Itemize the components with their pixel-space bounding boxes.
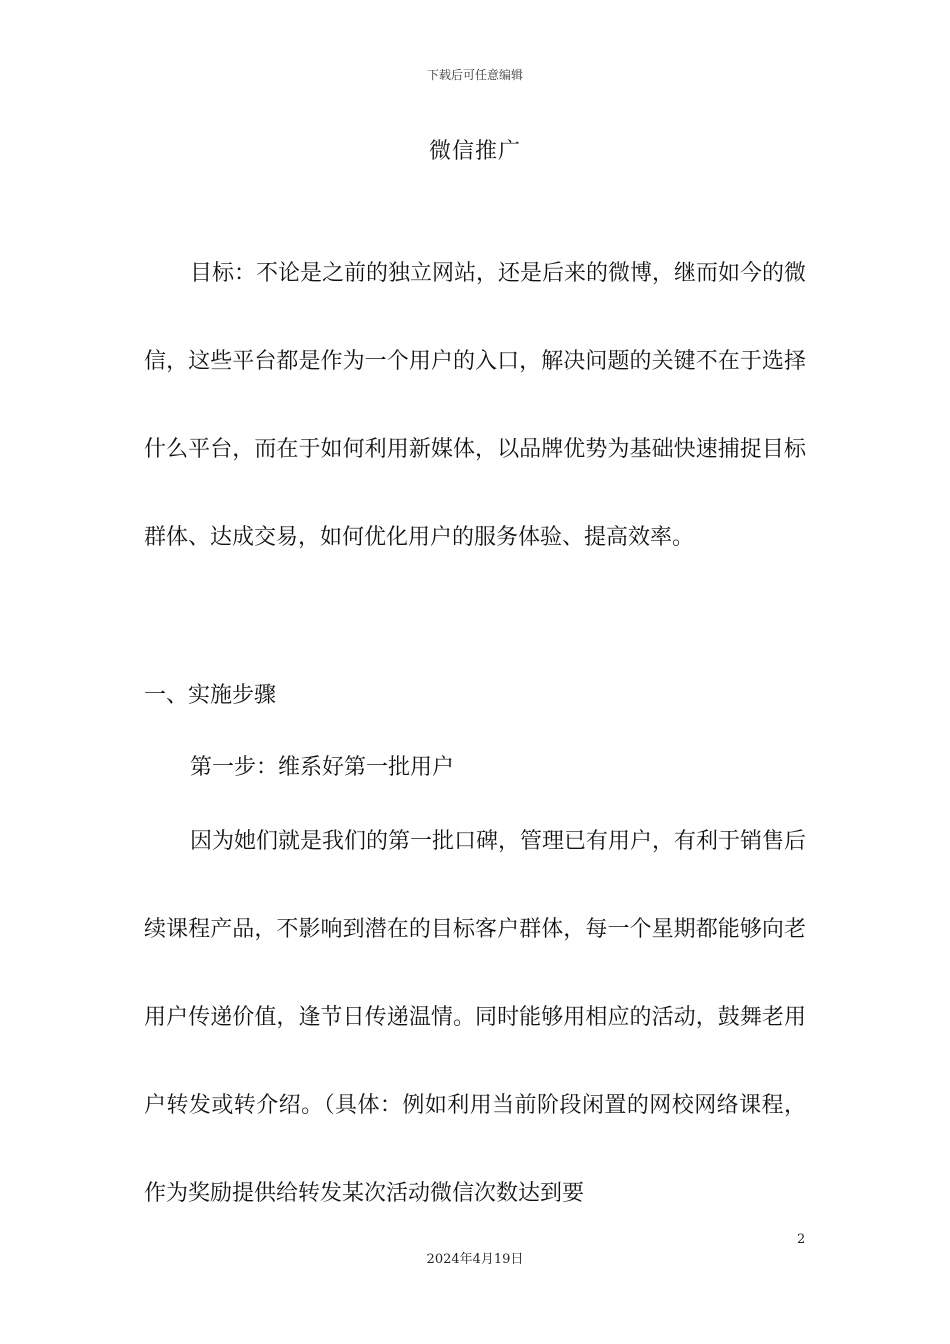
step-section bbox=[144, 798, 806, 1238]
footer-date: 2024年4月19日 bbox=[426, 1252, 524, 1267]
page-number: 2 bbox=[797, 1232, 806, 1247]
document-title: 微信推广 bbox=[428, 139, 521, 164]
step-paragraph: 因为她们就是我们的第一批口碑，管理已有用户，有利于销售后续课程产品，不影响到潜在的目标客户群体，每一个星期都能够向老用户传递价值，逢节日传递温情。同时能够用相应的活动，鼓舞老用户转发或转介绍。（具体：例如利用当前阶段闲置的网校网络课程，作为奖励提供给转发某次活动微信次数达到要 bbox=[144, 829, 807, 1206]
page-header-note: 下载后可任意编辑 bbox=[426, 68, 523, 82]
intro-section bbox=[144, 230, 806, 582]
intro-paragraph: 目标：不论是之前的独立网站，还是后来的微博，继而如今的微信，这些平台都是作为一个用户的入口，解决问题的关键不在于选择什么平台，而在于如何利用新媒体，以品牌优势为基础快速捕捉目标群体、达成交易，如何优化用户的服务体验、提高效率。 bbox=[144, 261, 807, 550]
section-heading: 一、实施步骤 bbox=[144, 683, 277, 708]
step-heading: 第一步：维系好第一批用户 bbox=[190, 755, 455, 780]
